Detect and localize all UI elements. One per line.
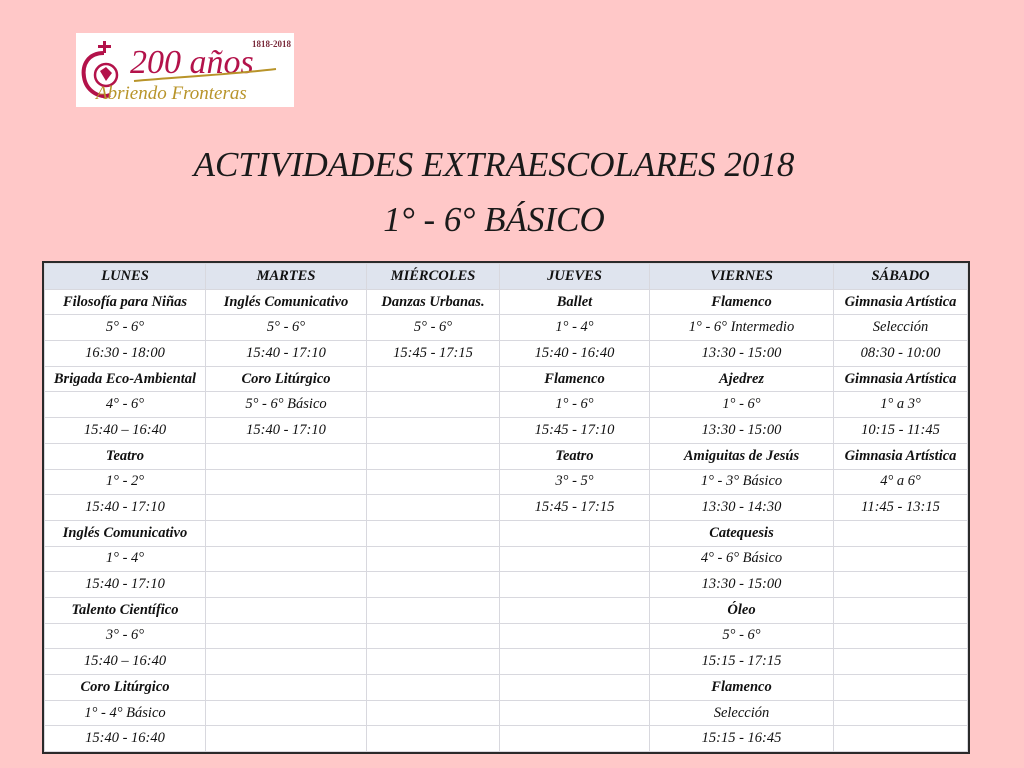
activity-detail-cell: 13:30 - 15:00: [650, 418, 834, 444]
activity-detail-cell: 4° - 6° Básico: [650, 546, 834, 572]
activity-detail-cell: 5° - 6°: [367, 315, 500, 341]
activity-detail-cell: 15:40 - 16:40: [500, 341, 650, 367]
activity-name-cell: Inglés Comunicativo: [45, 520, 206, 546]
activity-name-cell: [500, 675, 650, 701]
activity-detail-cell: 1° - 4°: [45, 546, 206, 572]
activity-name-cell: Brigada Eco-Ambiental: [45, 366, 206, 392]
activity-name-cell: Ballet: [500, 289, 650, 315]
activity-name-cell: Catequesis: [650, 520, 834, 546]
activity-detail-cell: [206, 572, 367, 598]
activity-detail-cell: 15:45 - 17:15: [367, 341, 500, 367]
activity-detail-cell: [500, 700, 650, 726]
activity-detail-cell: [206, 700, 367, 726]
activity-detail-cell: 1° - 6°: [500, 392, 650, 418]
activity-name-cell: Amiguitas de Jesús: [650, 443, 834, 469]
activity-name-cell: [206, 443, 367, 469]
activity-detail-cell: Selección: [650, 700, 834, 726]
activity-detail-cell: 10:15 - 11:45: [834, 418, 968, 444]
activity-detail-cell: 13:30 - 15:00: [650, 572, 834, 598]
activity-detail-cell: 4° a 6°: [834, 469, 968, 495]
activity-detail-cell: [834, 623, 968, 649]
activity-detail-cell: 08:30 - 10:00: [834, 341, 968, 367]
activity-name-cell: Filosofía para Niñas: [45, 289, 206, 315]
activity-detail-cell: [500, 726, 650, 752]
activity-detail-cell: [500, 572, 650, 598]
activity-name-cell: [206, 597, 367, 623]
page-title: ACTIVIDADES EXTRAESCOLARES 2018: [193, 145, 795, 184]
table-row: [45, 469, 968, 495]
activity-detail-cell: [367, 418, 500, 444]
activity-name-cell: Ajedrez: [650, 366, 834, 392]
activity-name-cell: Teatro: [45, 443, 206, 469]
logo-big-text: 200 años: [130, 44, 254, 81]
activity-name-cell: [367, 675, 500, 701]
column-header-lunes: LUNES: [45, 264, 206, 290]
activity-detail-cell: [834, 700, 968, 726]
table-row: [45, 623, 968, 649]
activity-name-cell: Coro Litúrgico: [45, 675, 206, 701]
activity-detail-cell: 15:40 – 16:40: [45, 418, 206, 444]
table-row: [45, 315, 968, 341]
table-row: [45, 366, 968, 392]
activity-name-cell: [834, 597, 968, 623]
activity-name-cell: [367, 366, 500, 392]
activity-detail-cell: 15:40 - 16:40: [45, 726, 206, 752]
activity-detail-cell: [367, 392, 500, 418]
activity-detail-cell: [367, 572, 500, 598]
activity-name-cell: [834, 675, 968, 701]
activity-detail-cell: [834, 649, 968, 675]
activity-detail-cell: 4° - 6°: [45, 392, 206, 418]
activity-name-cell: [834, 520, 968, 546]
logo-graphic: [76, 33, 294, 107]
activity-name-cell: Inglés Comunicativo: [206, 289, 367, 315]
column-header-viernes: VIERNES: [650, 264, 834, 290]
activity-detail-cell: [367, 546, 500, 572]
logo-years: 1818-2018: [252, 39, 291, 49]
table-row: [45, 495, 968, 521]
table-row: [45, 726, 968, 752]
activity-detail-cell: [367, 469, 500, 495]
activity-detail-cell: 13:30 - 14:30: [650, 495, 834, 521]
activity-detail-cell: 1° a 3°: [834, 392, 968, 418]
table-header-row: [45, 264, 968, 290]
activity-name-cell: Flamenco: [500, 366, 650, 392]
activity-detail-cell: [834, 726, 968, 752]
activity-detail-cell: 5° - 6° Básico: [206, 392, 367, 418]
activity-name-cell: Teatro: [500, 443, 650, 469]
activity-detail-cell: 15:40 - 17:10: [206, 418, 367, 444]
activity-detail-cell: 15:40 - 17:10: [206, 341, 367, 367]
activity-detail-cell: [206, 623, 367, 649]
activity-detail-cell: 15:15 - 17:15: [650, 649, 834, 675]
activity-name-cell: Óleo: [650, 597, 834, 623]
activity-name-cell: [500, 597, 650, 623]
activity-detail-cell: 15:40 - 17:10: [45, 495, 206, 521]
column-header-jueves: JUEVES: [500, 264, 650, 290]
activity-detail-cell: [206, 495, 367, 521]
table-row: [45, 418, 968, 444]
activity-name-cell: Danzas Urbanas.: [367, 289, 500, 315]
activity-name-cell: Coro Litúrgico: [206, 366, 367, 392]
activity-detail-cell: [500, 649, 650, 675]
activity-detail-cell: [206, 546, 367, 572]
logo-200-anos: [76, 33, 294, 107]
table-row: [45, 392, 968, 418]
activity-name-cell: Flamenco: [650, 675, 834, 701]
activity-detail-cell: 15:15 - 16:45: [650, 726, 834, 752]
activity-detail-cell: 16:30 - 18:00: [45, 341, 206, 367]
activity-detail-cell: [367, 623, 500, 649]
activity-detail-cell: 15:40 - 17:10: [45, 572, 206, 598]
activity-name-cell: [206, 675, 367, 701]
table-row: [45, 700, 968, 726]
activity-detail-cell: [206, 726, 367, 752]
activity-detail-cell: 1° - 6° Intermedio: [650, 315, 834, 341]
table-row: [45, 546, 968, 572]
activity-detail-cell: 5° - 6°: [45, 315, 206, 341]
table-row: [45, 675, 968, 701]
activity-name-cell: [367, 443, 500, 469]
table-row: [45, 649, 968, 675]
activity-detail-cell: [834, 572, 968, 598]
activity-name-cell: [206, 520, 367, 546]
activity-name-cell: Talento Científico: [45, 597, 206, 623]
activity-name-cell: Gimnasia Artística: [834, 443, 968, 469]
activity-detail-cell: [367, 649, 500, 675]
activity-detail-cell: 1° - 4° Básico: [45, 700, 206, 726]
activity-name-cell: [367, 520, 500, 546]
activity-name-cell: Flamenco: [650, 289, 834, 315]
activity-detail-cell: 1° - 6°: [650, 392, 834, 418]
activity-detail-cell: 5° - 6°: [206, 315, 367, 341]
activity-detail-cell: 3° - 6°: [45, 623, 206, 649]
activity-detail-cell: [367, 726, 500, 752]
activity-detail-cell: [500, 623, 650, 649]
activity-detail-cell: [367, 700, 500, 726]
column-header-martes: MARTES: [206, 264, 367, 290]
activity-detail-cell: 1° - 4°: [500, 315, 650, 341]
activity-detail-cell: 15:45 - 17:15: [500, 495, 650, 521]
column-header-sabado: SÁBADO: [834, 264, 968, 290]
activity-name-cell: [367, 597, 500, 623]
activity-detail-cell: 15:45 - 17:10: [500, 418, 650, 444]
activity-detail-cell: [206, 469, 367, 495]
activity-detail-cell: 1° - 2°: [45, 469, 206, 495]
activity-detail-cell: [500, 546, 650, 572]
table-row: [45, 443, 968, 469]
activity-detail-cell: 5° - 6°: [650, 623, 834, 649]
activity-detail-cell: 13:30 - 15:00: [650, 341, 834, 367]
activity-detail-cell: [206, 649, 367, 675]
table-row: [45, 520, 968, 546]
activity-detail-cell: [834, 546, 968, 572]
table-row: [45, 572, 968, 598]
activity-name-cell: Gimnasia Artística: [834, 289, 968, 315]
schedule-table: [44, 263, 968, 752]
table-row: [45, 597, 968, 623]
column-header-miercoles: MIÉRCOLES: [367, 264, 500, 290]
activity-detail-cell: 11:45 - 13:15: [834, 495, 968, 521]
activity-detail-cell: [367, 495, 500, 521]
activity-name-cell: [500, 520, 650, 546]
page-subtitle: 1° - 6° BÁSICO: [383, 200, 605, 239]
activity-detail-cell: Selección: [834, 315, 968, 341]
activity-name-cell: Gimnasia Artística: [834, 366, 968, 392]
activity-detail-cell: 15:40 – 16:40: [45, 649, 206, 675]
activity-detail-cell: 1° - 3° Básico: [650, 469, 834, 495]
table-row: [45, 289, 968, 315]
logo-sub-text: Abriendo Fronteras: [96, 83, 247, 104]
activity-detail-cell: 3° - 5°: [500, 469, 650, 495]
table-row: [45, 341, 968, 367]
